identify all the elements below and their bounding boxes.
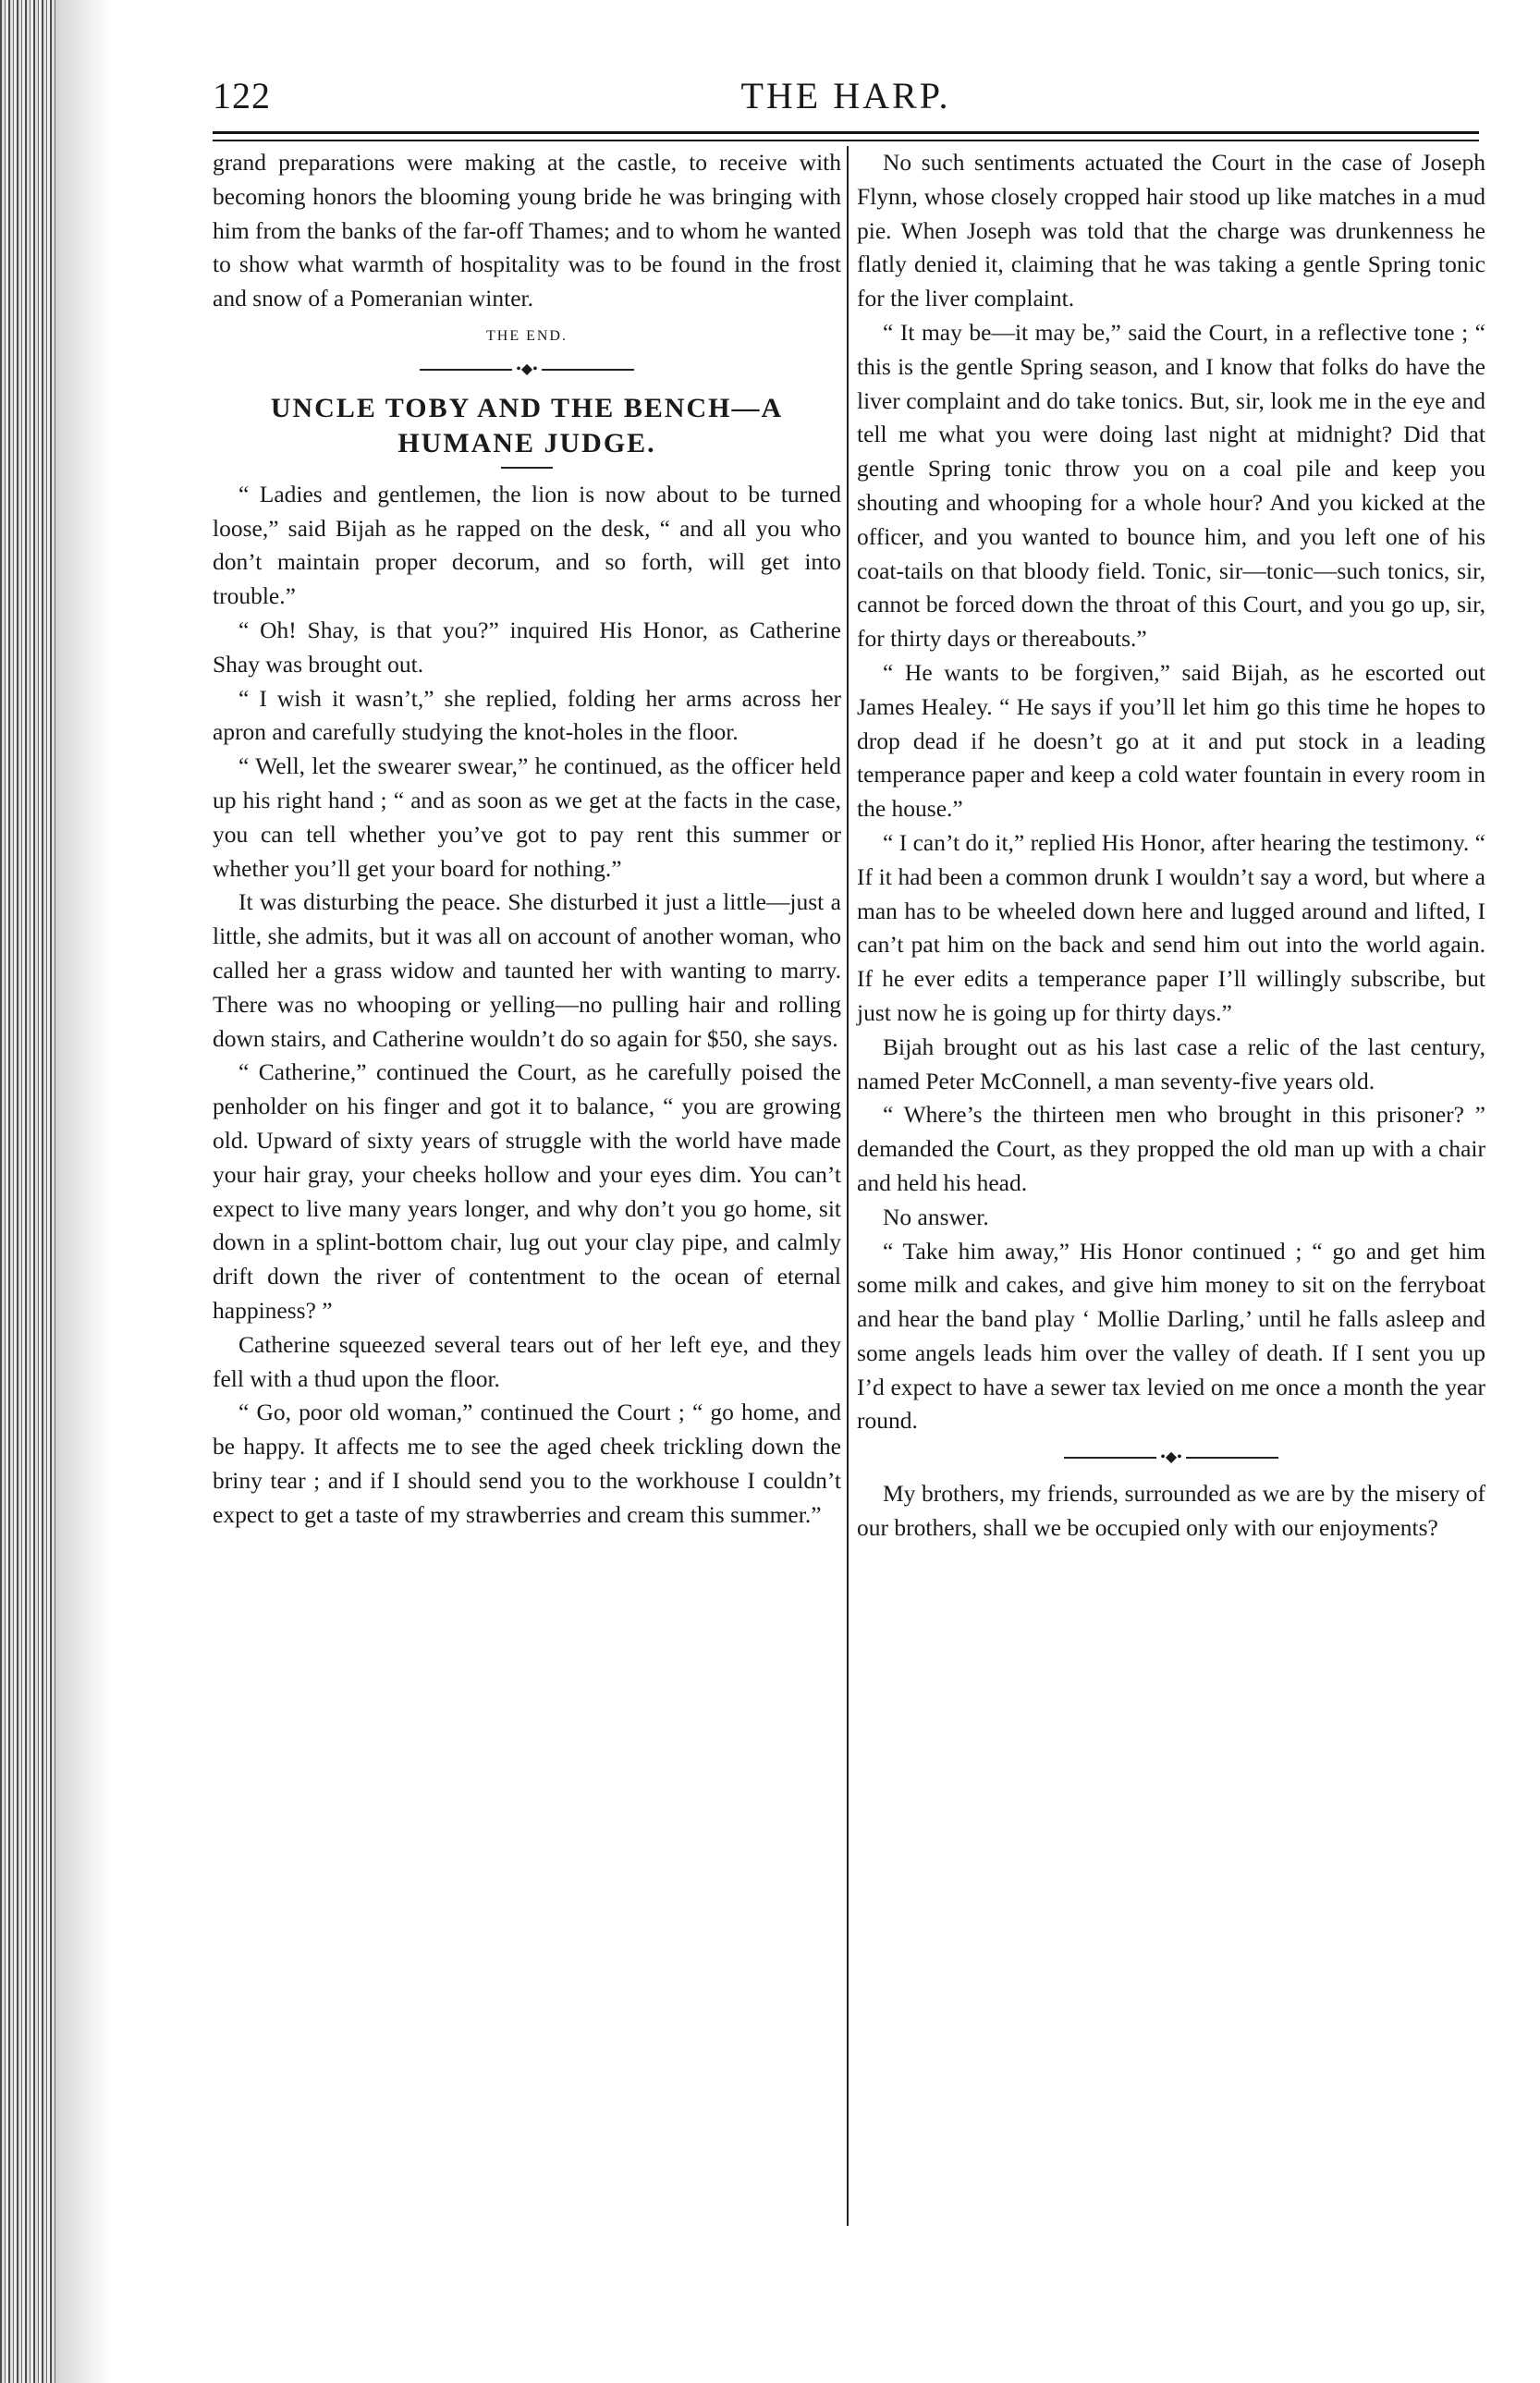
article-paragraph: “ Catherine,” continued the Court, as he carefully poised the penholder on his finger and got it to balance, “ you are growing old. Upward of sixty years of struggle with the world have made your hair gray, your cheeks hollow and your eyes dim. You can’t expect to live many years longer, and why don’t you go home, sit down in a splint-bottom chair, lug out your clay pipe, and calmly drift down the river of contentment to the ocean of eternal happiness? ” — [213, 1058, 841, 1324]
article-paragraph: “ Ladies and gentlemen, the lion is now about to be turned loose,” said Bijah as he rapped on the desk, “ and all you who don’t maintain proper decorum, and so forth, will get into trouble.” — [213, 480, 841, 610]
binding-edge — [0, 0, 55, 2383]
closing-paragraph: My brothers, my friends, surrounded as we are by the misery of our brothers, shall we be occupied only with our enjoyments? — [857, 1480, 1485, 1542]
right-column — [857, 146, 1485, 1546]
ornament-dot-icon: •◆• — [1160, 1449, 1182, 1466]
article-paragraph: “ Where’s the thirteen men who brought in this prisoner? ” demanded the Court, as they propped the old man up with a chair and held his head. — [857, 1101, 1485, 1196]
ornament-line — [1186, 1457, 1278, 1459]
column-divider — [847, 146, 849, 2226]
article-paragraph: “ Oh! Shay, is that you?” inquired His Honor, as Catherine Shay was brought out. — [213, 616, 841, 678]
section-title: UNCLE TOBY AND THE BENCH—A HUMANE JUDGE. — [270, 392, 784, 458]
article-paragraph: “ He wants to be forgiven,” said Bijah, as he escorted out James Healey. “ He says if you’ll let him go this time he hopes to drop dead if he doesn’t go at it and put stock in a leading temperance paper and keep a cold water fountain in every room in the house.” — [857, 658, 1485, 823]
header-rule — [213, 131, 1479, 141]
article-paragraph: “ Well, let the swearer swear,” he continued, as the officer held up his right hand ; “ and as soon as we get at the facts in the case, you can tell whether you’ve got to pay rent this summer or whether you’ll get your board for nothing.” — [213, 752, 841, 882]
article-paragraph: “ Take him away,” His Honor continued ; “ go and get him some milk and cakes, and give him money to sit on the ferryboat and hear the band play ‘ Mollie Darling,’ until he falls asleep and some angels leads him over the valley of death. If I sent you up I’d expect to have a sewer tax levied on me once a month the year round. — [857, 1237, 1485, 1435]
ornament-line — [1064, 1457, 1156, 1459]
article-paragraph: It was disturbing the peace. She disturbed it just a little—just a little, she admits, but it was all on account of another woman, who called her a grass widow and taunted her with wanting to marry. There was no whooping or yelling—no pulling hair and rolling down stairs, and Catherine wouldn’t do so again for $50, she says. — [213, 888, 841, 1052]
article-paragraph: “ It may be—it may be,” said the Court, in a reflective tone ; “ this is the gentle Spring season, and I know that folks do have the liver complaint and do take tonics. But, sir, look me in the eye and tell me what you were doing last night at midnight? Did that gentle Spring tonic throw you on a coal pile and keep you shouting and whooping for a whole hour? And you kicked at the officer, and you wanted to bounce him, and you left one of his coat-tails on that bloody field. Tonic, sir—tonic—such tonics, sir, cannot be forced down the throat of this Court, and you go up, sir, for thirty days or thereabouts.” — [857, 318, 1485, 653]
binding-shadow — [55, 0, 111, 2383]
article-paragraph: “ I can’t do it,” replied His Honor, after hearing the testimony. “ If it had been a common drunk I wouldn’t say a word, but where a man has to be wheeled down here and lugged around and lifted, I can’t pat him on the back and send him out into the world again. If he ever edits a temperance paper I’ll willingly subscribe, but just now he is going up for thirty days.” — [857, 828, 1485, 1026]
title-rule — [501, 467, 553, 469]
running-title: THE HARP. — [740, 75, 951, 116]
page-header — [213, 74, 1479, 137]
opening-paragraph: grand preparations were making at the castle, to receive with becoming honors the blooming young bride he was bringing with him from the banks of the far-off Thames; and to whom he wanted to show what warmth of hospitality was to be found in the frost and snow of a Pomeranian winter. — [213, 149, 841, 312]
ornament-dot-icon: •◆• — [516, 361, 538, 377]
article-paragraph: No such sentiments actuated the Court in the case of Joseph Flynn, whose closely cropped hair stood up like matches in a mud pie. When Joseph was told that the charge was drunkenness he flatly denied it, claiming that he was taking a gentle Spring tonic for the liver complaint. — [857, 149, 1485, 312]
article-paragraph: “ I wish it wasn’t,” she replied, folding her arms across her apron and carefully studying the knot-holes in the floor. — [213, 684, 841, 746]
newspaper-page — [213, 74, 1485, 2366]
text-columns — [213, 146, 1485, 2254]
left-column — [213, 146, 841, 1532]
article-paragraph: No answer. — [883, 1203, 989, 1230]
ornament-line — [420, 369, 512, 371]
ornament-line — [542, 369, 634, 371]
article-paragraph: “ Go, poor old woman,” continued the Court ; “ go home, and be happy. It affects me to see the aged cheek trickling down the briny tear ; and if I should send you to the workhouse I couldn’t expect to get a taste of my strawberries and cream this summer.” — [213, 1399, 841, 1528]
ornament-divider — [213, 358, 841, 382]
article-paragraph: Catherine squeezed several tears out of her left eye, and they fell with a thud upon the floor. — [213, 1330, 841, 1392]
the-end-label: THE END. — [486, 327, 568, 344]
article-paragraph: Bijah brought out as his last case a relic of the last century, named Peter McConnell, a man seventy-five years old. — [857, 1033, 1485, 1094]
page-number: 122 — [213, 75, 271, 116]
ornament-divider — [857, 1446, 1485, 1470]
